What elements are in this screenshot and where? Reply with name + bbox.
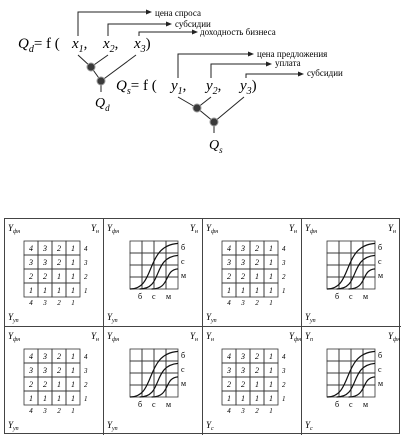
matrix-value: 1 <box>269 380 273 389</box>
matrix-value: 1 <box>269 244 273 253</box>
matrix-value: 1 <box>71 380 75 389</box>
curve-bottom-label: м <box>363 400 369 409</box>
axis-label-bottom-left: $Y_{уп}$ <box>305 312 316 324</box>
matrix-value: 1 <box>71 352 75 361</box>
arg-y3: $y_3$) <box>240 78 257 97</box>
curve-grid-cell <box>142 349 154 361</box>
matrix-value: 1 <box>269 272 273 281</box>
axis-label-bottom-left: $Y_{уп}$ <box>8 312 19 324</box>
matrix-value: 1 <box>29 286 33 295</box>
row-label: 3 <box>84 259 88 267</box>
axis-label-top-right: $Y_н$ <box>289 223 297 235</box>
curve-grid-cell <box>327 253 339 265</box>
svg-text:Qd= f ( <box>18 36 60 55</box>
axis-label-top-left: $Y_{фн}$ <box>8 223 21 235</box>
curve-right-label: с <box>181 365 185 374</box>
curve-right-label: с <box>378 365 382 374</box>
curve-grid-cell <box>154 373 166 385</box>
scale-panel-curves <box>104 219 203 327</box>
matrix-value: 1 <box>29 394 33 403</box>
matrix-value: 3 <box>227 258 231 267</box>
arg-x1: $x_1$, <box>72 36 88 55</box>
output-qd: $Q_d$ <box>95 96 110 113</box>
axis-label-top-right: $Y_н$ <box>190 331 198 343</box>
row-label: 4 <box>282 245 286 253</box>
curve-grid-cell <box>339 241 351 253</box>
matrix-value: 3 <box>241 366 245 375</box>
matrix-value: 2 <box>29 380 33 389</box>
row-label: 2 <box>84 381 88 389</box>
curve-grid-cell <box>351 361 363 373</box>
matrix-value: 1 <box>269 286 273 295</box>
axis-label-top-right: $Y_н$ <box>91 223 99 235</box>
scale-panel-curves_b <box>302 327 401 435</box>
formula-demand <box>18 8 276 113</box>
matrix-value: 1 <box>71 286 75 295</box>
node-dot <box>210 118 218 126</box>
curve-grid-cell <box>327 277 339 289</box>
col-label: 3 <box>241 299 245 307</box>
axis-label-top-left: $Y_{фн}$ <box>107 331 120 343</box>
arrow-label-supply-price: цена предложения <box>257 49 328 59</box>
curve-right-label: б <box>378 243 383 252</box>
matrix-value: 1 <box>269 366 273 375</box>
curve-grid-cell <box>327 241 339 253</box>
curve-grid-cell <box>130 265 142 277</box>
matrix-value: 1 <box>71 366 75 375</box>
matrix-value: 1 <box>255 394 259 403</box>
axis-label-top-left: $Y_{фн}$ <box>8 331 21 343</box>
col-label: 2 <box>255 407 259 415</box>
matrix-value: 3 <box>241 244 245 253</box>
matrix-value: 2 <box>241 380 245 389</box>
matrix-value: 2 <box>241 272 245 281</box>
matrix-value: 2 <box>43 272 47 281</box>
curve-grid-cell <box>130 277 142 289</box>
curve-grid-cell <box>339 349 351 361</box>
curve-grid-cell <box>166 349 178 361</box>
matrix-value: 1 <box>71 394 75 403</box>
curve-bottom-label: б <box>335 292 340 301</box>
axis-label-bottom-left: $Y_{уп}$ <box>206 312 217 324</box>
col-label: 2 <box>57 299 61 307</box>
col-label: 1 <box>71 299 75 307</box>
matrix-value: 2 <box>57 352 61 361</box>
axis-label-top-left: $Y_{фн}$ <box>305 223 318 235</box>
axis-label-top-right: $Y_н$ <box>388 223 396 235</box>
scale-panel-matrix <box>5 219 104 327</box>
curve-right-label: с <box>378 257 382 266</box>
axis-label-top-left: $Y_{фн}$ <box>206 223 219 235</box>
curve-bottom-label: с <box>152 292 156 301</box>
matrix-value: 1 <box>255 286 259 295</box>
row-label: 3 <box>84 367 88 375</box>
curve-grid-cell <box>363 385 375 397</box>
axis-label-top-left: $Y_{фн}$ <box>107 223 120 235</box>
matrix-value: 1 <box>255 272 259 281</box>
matrix-value: 2 <box>43 380 47 389</box>
matrix-value: 3 <box>241 258 245 267</box>
formula-supply <box>116 49 343 155</box>
col-label: 3 <box>241 407 245 415</box>
matrix-value: 4 <box>29 352 33 361</box>
equals-f: = f ( <box>33 36 60 52</box>
curve-grid-cell <box>130 361 142 373</box>
curve-bottom-label: м <box>166 292 172 301</box>
matrix-value: 2 <box>57 244 61 253</box>
arrow-label-subsidies: субсидии <box>175 19 211 29</box>
matrix-value: 2 <box>57 366 61 375</box>
axis-label-top-right: $Y_н$ <box>190 223 198 235</box>
matrix-value: 1 <box>227 286 231 295</box>
row-label: 1 <box>84 395 88 403</box>
row-label: 4 <box>282 353 286 361</box>
col-label: 1 <box>269 407 273 415</box>
equals-f: = f ( <box>130 78 157 94</box>
matrix-value: 2 <box>29 272 33 281</box>
matrix-value: 2 <box>255 258 259 267</box>
curve-bottom-label: м <box>166 400 172 409</box>
scale-panel-matrix <box>203 327 302 435</box>
curve-bottom-label: с <box>349 292 353 301</box>
axis-label-bottom-left: $Y_{уп}$ <box>8 420 19 432</box>
arg-x3: $x_3$) <box>134 36 151 55</box>
curve-grid-cell <box>142 241 154 253</box>
row-label: 1 <box>84 287 88 295</box>
curve-bottom-label: б <box>335 400 340 409</box>
curve-grid-cell <box>339 253 351 265</box>
axis-label-top-right: $Y_{фн}$ <box>289 331 302 343</box>
arrow-label-payment: уплата <box>275 58 301 68</box>
curve-grid-cell <box>130 241 142 253</box>
col-label: 4 <box>227 299 231 307</box>
axis-label-bottom-left: $Y_{уп}$ <box>107 312 118 324</box>
matrix-value: 2 <box>255 366 259 375</box>
axis-label-bottom-left: $Y_с$ <box>305 420 313 432</box>
matrix-value: 2 <box>57 258 61 267</box>
curve-grid-cell <box>351 373 363 385</box>
matrix-value: 4 <box>29 244 33 253</box>
curve-grid-cell <box>130 349 142 361</box>
row-label: 1 <box>282 287 286 295</box>
axis-label-top-right: $Y_н$ <box>91 331 99 343</box>
col-label: 4 <box>29 407 33 415</box>
curve-right-label: б <box>378 351 383 360</box>
row-label: 3 <box>282 367 286 375</box>
matrix-value: 1 <box>71 258 75 267</box>
matrix-value: 1 <box>241 286 245 295</box>
curve-grid-cell <box>142 361 154 373</box>
row-label: 2 <box>84 273 88 281</box>
scale-panel-matrix <box>203 219 302 327</box>
curve-grid-cell <box>166 241 178 253</box>
row-label: 2 <box>282 273 286 281</box>
scale-grid <box>4 218 400 434</box>
matrix-value: 4 <box>227 352 231 361</box>
row-label: 4 <box>84 245 88 253</box>
curve-grid-cell <box>351 253 363 265</box>
curve-grid-cell <box>327 361 339 373</box>
curve-line <box>337 255 375 289</box>
arg-x2: $x_2$, <box>103 36 119 55</box>
matrix-value: 2 <box>227 272 231 281</box>
svg-text:Qs= f ( <box>116 78 157 97</box>
matrix-value: 1 <box>43 394 47 403</box>
arg-y2: $y_2$, <box>206 78 222 97</box>
matrix-value: 1 <box>269 394 273 403</box>
col-label: 1 <box>269 299 273 307</box>
matrix-value: 2 <box>255 244 259 253</box>
curve-right-label: м <box>181 379 187 388</box>
matrix-value: 1 <box>71 244 75 253</box>
lhs-symbol: Q <box>116 78 127 94</box>
curve-line <box>140 255 178 289</box>
matrix-value: 4 <box>227 244 231 253</box>
matrix-value: 3 <box>29 258 33 267</box>
col-label: 4 <box>227 407 231 415</box>
curve-grid-cell <box>327 349 339 361</box>
curve-right-label: м <box>181 271 187 280</box>
curve-grid-cell <box>327 385 339 397</box>
scale-panel-curves_b <box>302 219 401 327</box>
axis-label-top-right: $Y_{фн}$ <box>388 331 401 343</box>
row-label: 3 <box>282 259 286 267</box>
curve-grid-cell <box>363 277 375 289</box>
arrow-label-business-yield: доходность бизнеса <box>200 27 276 37</box>
curve-bottom-label: б <box>138 400 143 409</box>
col-label: 3 <box>43 407 47 415</box>
formula-diagram <box>0 0 401 200</box>
lhs-subscript: s <box>126 86 131 97</box>
curve-grid-cell <box>351 265 363 277</box>
curve-grid-cell <box>142 253 154 265</box>
col-label: 2 <box>255 299 259 307</box>
matrix-value: 3 <box>43 366 47 375</box>
row-label: 4 <box>84 353 88 361</box>
curve-bottom-label: с <box>152 400 156 409</box>
curve-line <box>337 363 375 397</box>
matrix-value: 3 <box>43 258 47 267</box>
matrix-value: 3 <box>43 352 47 361</box>
arrow-label-demand-price: цена спроса <box>155 8 202 18</box>
matrix-value: 1 <box>57 380 61 389</box>
matrix-value: 1 <box>71 272 75 281</box>
curve-right-label: м <box>378 379 384 388</box>
matrix-value: 1 <box>57 286 61 295</box>
col-label: 1 <box>71 407 75 415</box>
curve-right-label: м <box>378 271 384 280</box>
scale-panel-matrix <box>5 327 104 435</box>
curve-grid-cell <box>339 361 351 373</box>
curve-grid-cell <box>166 277 178 289</box>
node-dot <box>87 63 95 71</box>
curve-grid-cell <box>327 373 339 385</box>
col-label: 2 <box>57 407 61 415</box>
matrix-value: 3 <box>227 366 231 375</box>
matrix-value: 1 <box>269 352 273 361</box>
curve-grid-cell <box>154 265 166 277</box>
node-dot <box>97 77 105 85</box>
scale-panel-curves <box>104 327 203 435</box>
col-label: 3 <box>43 299 47 307</box>
curve-grid-cell <box>130 373 142 385</box>
output-qs: $Q_s$ <box>209 138 223 155</box>
lhs-subscript: d <box>28 44 34 55</box>
row-label: 1 <box>282 395 286 403</box>
matrix-value: 2 <box>227 380 231 389</box>
curve-grid-cell <box>154 253 166 265</box>
curve-grid-cell <box>166 385 178 397</box>
axis-label-top-left: $Y_н$ <box>206 331 214 343</box>
matrix-value: 1 <box>57 272 61 281</box>
arg-y1: $y_1$, <box>171 78 187 97</box>
axis-label-bottom-left: $Y_{уп}$ <box>107 420 118 432</box>
curve-grid-cell <box>154 361 166 373</box>
matrix-value: 3 <box>29 366 33 375</box>
lhs-symbol: Q <box>18 36 29 52</box>
matrix-value: 1 <box>269 258 273 267</box>
matrix-value: 1 <box>227 394 231 403</box>
arrow-label-subsidies-2: субсидии <box>307 68 343 78</box>
node-dot <box>193 104 201 112</box>
curve-right-label: б <box>181 243 186 252</box>
matrix-value: 3 <box>241 352 245 361</box>
curve-grid-cell <box>327 265 339 277</box>
curve-grid-cell <box>363 349 375 361</box>
curve-grid-cell <box>363 241 375 253</box>
matrix-value: 1 <box>57 394 61 403</box>
curve-right-label: б <box>181 351 186 360</box>
matrix-value: 2 <box>255 352 259 361</box>
matrix-value: 3 <box>43 244 47 253</box>
row-label: 2 <box>282 381 286 389</box>
col-label: 4 <box>29 299 33 307</box>
matrix-value: 1 <box>241 394 245 403</box>
axis-label-bottom-left: $Y_с$ <box>206 420 214 432</box>
matrix-value: 1 <box>255 380 259 389</box>
curve-grid-cell <box>130 253 142 265</box>
curve-bottom-label: б <box>138 292 143 301</box>
curve-right-label: с <box>181 257 185 266</box>
curve-grid-cell <box>130 385 142 397</box>
axis-label-top-left: $Y_п$ <box>305 331 314 343</box>
curve-line <box>140 363 178 397</box>
curve-bottom-label: м <box>363 292 369 301</box>
curve-bottom-label: с <box>349 400 353 409</box>
matrix-value: 1 <box>43 286 47 295</box>
